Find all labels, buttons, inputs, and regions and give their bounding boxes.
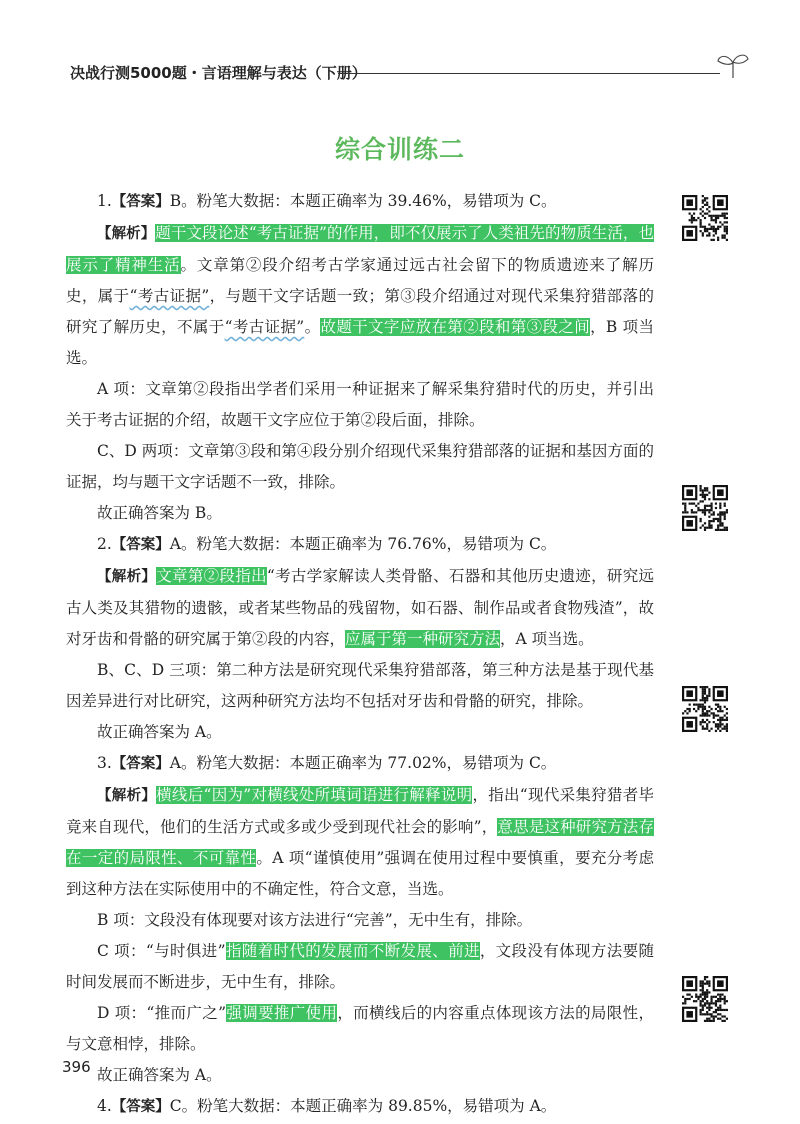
q4-answer xyxy=(66,1091,654,1123)
q2-answer-text: A。粉笔大数据：本题正确率为 76.76%，易错项为 C。 xyxy=(169,535,557,553)
analysis-label: 【解析】 xyxy=(97,569,157,585)
section-title: 综合训练二 xyxy=(334,135,465,164)
header-rule xyxy=(338,73,720,74)
q3-highlight-1: 横线后“因为”对横线处所填词语进行解释说明 xyxy=(156,786,473,804)
q1-analysis-text-3: 。 xyxy=(304,318,321,336)
qr-code-icon[interactable] xyxy=(682,195,728,241)
q3-analysis-text-2: 。A 项“谨慎使用”强调在使用过程中要慎重，要充分考虑到这种方法在实际使用中的不确定性，符合文意，当选。 xyxy=(66,849,654,898)
answer-content xyxy=(66,186,654,1123)
answer-label: 【答案】 xyxy=(111,537,170,553)
q2-highlight-2: 应属于第一种研究方法 xyxy=(345,630,501,648)
q4-answer-text: C。粉笔大数据：本题正确率为 89.85%，易错项为 A。 xyxy=(169,1097,557,1115)
q3-answer xyxy=(66,748,654,780)
q1-analysis-text-4: ，B 项当选。 xyxy=(66,318,654,367)
q4-number: 4. xyxy=(97,1097,112,1115)
q2-option-bcd: B、C、D 三项：第二种方法是研究现代采集狩猎部落，第三种方法是基于现代基因差异进行对比研究，这两种研究方法均不包括对牙齿和骨骼的研究，排除。 xyxy=(66,661,654,710)
page-header xyxy=(70,60,750,90)
q2-highlight-1: 文章第②段指出 xyxy=(156,567,267,585)
q3-option-d-text-1: D 项：“推而广之” xyxy=(97,1004,227,1022)
q3-option-d-text-2: ，而横线后的内容重点体现该方法的局限性，与文意相悖，排除。 xyxy=(66,1004,654,1053)
q1-wavy-term-1: “考古证据” xyxy=(129,287,210,305)
q1-number: 1. xyxy=(97,192,112,210)
q3-answer-text: A。粉笔大数据：本题正确率为 77.02%，易错项为 C。 xyxy=(169,754,557,772)
answer-label: 【答案】 xyxy=(111,194,170,210)
sprout-icon xyxy=(716,50,750,80)
qr-code-icon[interactable] xyxy=(682,976,728,1022)
q3-option-c-highlight: 指随着时代的发展而不断发展、前进 xyxy=(225,942,480,960)
q3-highlight-2: 意思是这种研究方法存在一定的局限性、不可靠性 xyxy=(66,818,654,867)
q1-highlight-2: 故题干文字应放在第②段和第③段之间 xyxy=(320,318,591,336)
q1-final: 故正确答案为 B。 xyxy=(97,504,222,522)
q3-option-c-text-1: C 项：“与时俱进” xyxy=(97,942,226,960)
page-number: 396 xyxy=(62,1058,91,1076)
header-title: 决战行测5000题・言语理解与表达（下册） xyxy=(70,64,367,82)
q1-answer-text: B。粉笔大数据：本题正确率为 39.46%，易错项为 C。 xyxy=(169,192,557,210)
q3-number: 3. xyxy=(97,754,112,772)
q3-option-d-highlight: 强调要推广使用 xyxy=(226,1004,338,1022)
q3-option-d xyxy=(66,998,654,1060)
q1-wavy-term-2: “考古证据” xyxy=(224,318,305,336)
q1-answer xyxy=(66,186,654,218)
q3-option-c xyxy=(66,936,654,998)
q3-analysis xyxy=(66,780,654,905)
q2-final: 故正确答案为 A。 xyxy=(97,723,222,741)
q2-analysis xyxy=(66,561,654,655)
q2-analysis-text-2: ，A 项当选。 xyxy=(500,630,594,648)
q3-final: 故正确答案为 A。 xyxy=(97,1066,222,1084)
q3-option-b: B 项：文段没有体现要对该方法进行“完善”，无中生有，排除。 xyxy=(97,911,533,929)
q1-analysis-text-2: ，与题干文字话题一致；第③段介绍通过对现代采集狩猎部落的研究了解历史，不属于 xyxy=(66,287,654,336)
q1-option-a: A 项：文章第②段指出学者们采用一种证据来了解采集狩猎时代的历史，并引出关于考古证据的介绍，故题干文字应位于第②段后面，排除。 xyxy=(66,380,654,429)
answer-label: 【答案】 xyxy=(111,756,170,772)
analysis-label: 【解析】 xyxy=(97,788,157,804)
q1-analysis-text-1: 。文章第②段介绍考古学家通过远古社会留下的物质遗迹来了解历史，属于 xyxy=(66,256,654,305)
q1-option-cd: C、D 两项：文章第③段和第④段分别介绍现代采集狩猎部落的证据和基因方面的证据，均与题干文字话题不一致，排除。 xyxy=(66,442,654,491)
q1-analysis xyxy=(66,218,654,374)
q3-analysis-text-1: ，指出“现代采集狩猎者毕竟来自现代，他们的生活方式或多或少受到现代社会的影响”， xyxy=(66,786,654,836)
qr-code-icon[interactable] xyxy=(682,485,728,531)
q1-highlight-1: 题干文段论述“考古证据”的作用，即不仅展示了人类祖先的物质生活，也展示了精神生活 xyxy=(66,224,654,274)
analysis-label: 【解析】 xyxy=(97,226,156,242)
answer-label: 【答案】 xyxy=(111,1099,170,1115)
q2-answer xyxy=(66,529,654,561)
q2-number: 2. xyxy=(97,535,112,553)
qr-code-icon[interactable] xyxy=(682,686,728,732)
q3-option-c-text-2: ，文段没有体现方法要随时间发展而不断进步，无中生有，排除。 xyxy=(66,942,654,991)
q2-analysis-text-1: “考古学家解读人类骨骼、石器和其他历史遗迹，研究远古人类及其猎物的遗骸，或者某些物品的残留物，如石器、制作品或者食物残渣”，故对牙齿和骨骼的研究属于第②段的内容， xyxy=(66,567,655,648)
